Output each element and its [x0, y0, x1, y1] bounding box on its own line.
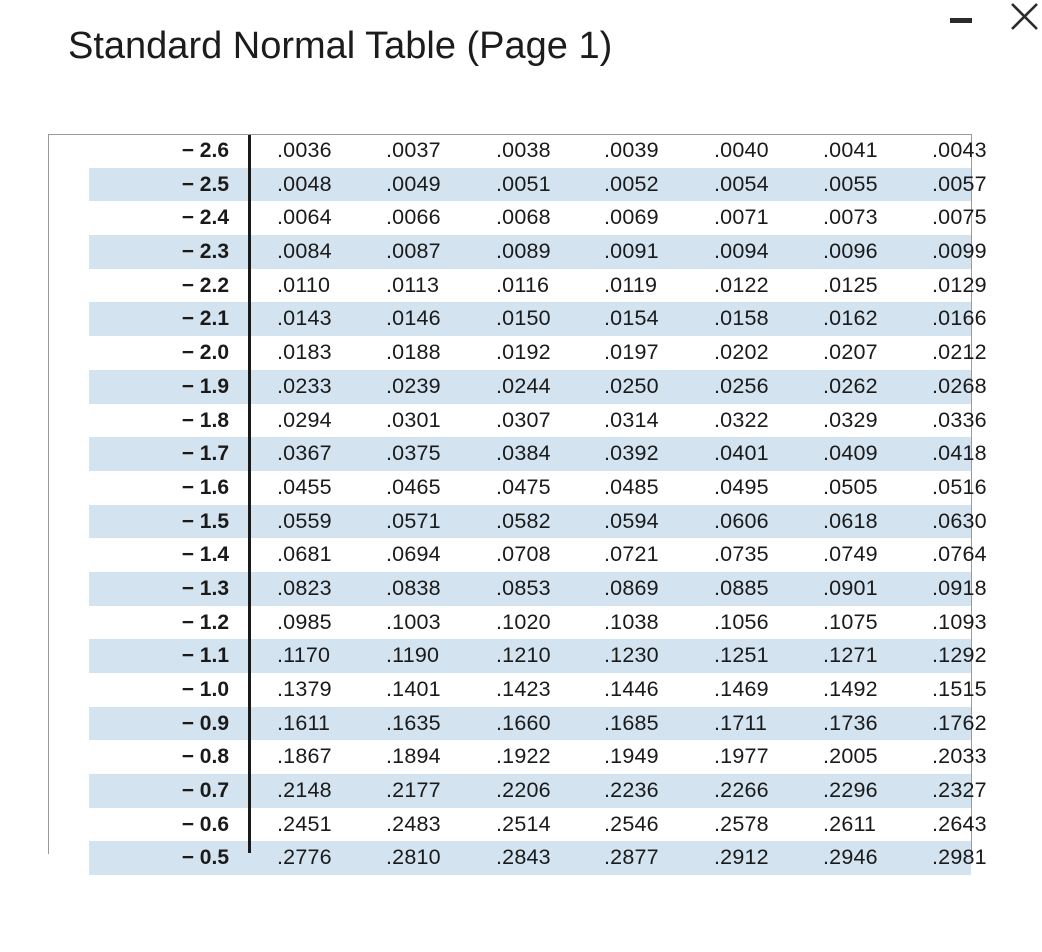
probability-cell: .2578 — [714, 811, 769, 836]
minimize-icon — [950, 18, 972, 23]
table-row — [49, 572, 987, 606]
probability-cell: .1977 — [714, 744, 769, 769]
probability-cell: .0244 — [496, 373, 551, 398]
probability-cell: .0869 — [604, 575, 659, 600]
probability-cell: .1170 — [277, 643, 331, 668]
z-score-cell: − 1.9 — [181, 374, 229, 398]
z-score-cell: − 1.6 — [181, 475, 229, 499]
probability-cell: .2033 — [932, 744, 987, 769]
probability-cell: .0089 — [496, 239, 551, 264]
probability-cell: .2266 — [714, 778, 769, 803]
z-score-cell: − 1.5 — [181, 509, 229, 533]
probability-cell: .0166 — [932, 306, 987, 331]
probability-cell: .0233 — [277, 373, 332, 398]
probability-cell: .2912 — [714, 845, 769, 870]
probability-cell: .0197 — [604, 340, 659, 365]
probability-cell: .0068 — [496, 205, 551, 230]
probability-cell: .0069 — [604, 205, 659, 230]
close-button[interactable] — [1008, 0, 1042, 34]
probability-cell: .0918 — [932, 575, 987, 600]
probability-cell: .1271 — [823, 643, 878, 668]
z-score-cell: − 1.7 — [181, 442, 229, 466]
z-score-cell: − 2.5 — [181, 172, 229, 196]
z-score-cell: − 2.1 — [181, 307, 229, 331]
probability-cell: .0202 — [714, 340, 769, 365]
probability-cell: .0630 — [932, 508, 987, 533]
probability-cell: .1867 — [277, 744, 332, 769]
table-row — [49, 841, 987, 875]
standard-normal-table[interactable] — [48, 134, 987, 870]
probability-cell: .0618 — [823, 508, 878, 533]
probability-cell: .0048 — [277, 171, 332, 196]
probability-cell: .2206 — [496, 778, 551, 803]
table-row — [49, 134, 987, 168]
table-row — [49, 404, 987, 438]
probability-cell: .0455 — [277, 474, 332, 499]
probability-cell: .0516 — [932, 474, 987, 499]
probability-cell: .0043 — [932, 138, 987, 162]
probability-cell: .0681 — [277, 542, 332, 567]
probability-cell: .0066 — [386, 205, 441, 230]
probability-cell: .0039 — [604, 138, 659, 162]
probability-cell: .0262 — [823, 373, 878, 398]
probability-cell: .2776 — [277, 845, 332, 870]
probability-cell: .0418 — [932, 441, 987, 466]
table-row — [49, 471, 987, 505]
probability-cell: .0239 — [386, 373, 441, 398]
probability-cell: .0052 — [604, 171, 659, 196]
table-row — [49, 707, 987, 741]
table-row — [49, 269, 987, 303]
probability-cell: .1492 — [823, 677, 878, 701]
table-row — [49, 606, 987, 640]
probability-cell: .0094 — [714, 239, 769, 264]
z-score-cell: − 0.5 — [181, 846, 229, 870]
probability-cell: .1020 — [496, 609, 551, 634]
probability-cell: .0985 — [277, 609, 332, 634]
probability-cell: .2148 — [277, 778, 332, 803]
probability-cell: .0122 — [714, 272, 769, 297]
probability-cell: .0038 — [496, 138, 551, 162]
z-score-cell: − 2.2 — [181, 273, 229, 297]
probability-cell: .0110 — [277, 272, 331, 297]
table-row — [49, 302, 987, 336]
probability-cell: .0329 — [823, 407, 878, 432]
row-margin — [49, 707, 89, 741]
probability-cell: .0096 — [823, 239, 878, 264]
row-margin — [49, 572, 89, 606]
probability-cell: .1711 — [714, 710, 768, 735]
probability-cell: .0073 — [823, 205, 878, 230]
z-score-cell: − 1.3 — [181, 576, 229, 600]
probability-cell: .0119 — [604, 272, 658, 297]
probability-cell: .0495 — [714, 474, 769, 499]
probability-cell: .0409 — [823, 441, 878, 466]
z-score-cell: − 0.6 — [181, 812, 229, 836]
probability-cell: .0188 — [386, 340, 441, 365]
probability-cell: .1292 — [932, 643, 987, 668]
probability-cell: .0475 — [496, 474, 551, 499]
probability-cell: .1038 — [604, 609, 659, 634]
probability-cell: .0322 — [714, 407, 769, 432]
probability-cell: .0037 — [386, 138, 441, 162]
probability-cell: .0084 — [277, 239, 332, 264]
row-margin — [49, 235, 89, 269]
probability-cell: .1190 — [386, 643, 440, 668]
z-score-cell: − 2.6 — [181, 139, 229, 162]
probability-cell: .0749 — [823, 542, 878, 567]
probability-cell: .0057 — [932, 171, 987, 196]
row-margin — [49, 505, 89, 539]
probability-cell: .0150 — [496, 306, 551, 331]
probability-cell: .0256 — [714, 373, 769, 398]
probability-cell: .0505 — [823, 474, 878, 499]
row-margin — [49, 774, 89, 808]
probability-cell: .0465 — [386, 474, 441, 499]
z-score-cell: − 0.9 — [181, 711, 229, 735]
probability-cell: .1922 — [496, 744, 551, 769]
probability-cell: .2451 — [277, 811, 332, 836]
probability-cell: .0075 — [932, 205, 987, 230]
probability-cell: .0054 — [714, 171, 769, 196]
probability-cell: .0129 — [932, 272, 987, 297]
probability-cell: .1093 — [932, 609, 987, 634]
probability-cell: .2946 — [823, 845, 878, 870]
probability-cell: .0694 — [386, 542, 441, 567]
row-margin — [49, 370, 89, 404]
table-row — [49, 673, 987, 707]
probability-cell: .0559 — [277, 508, 332, 533]
z-score-cell: − 1.2 — [181, 610, 229, 634]
probability-cell: .1660 — [496, 710, 551, 735]
probability-cell: .0721 — [604, 542, 659, 567]
probability-cell: .0051 — [496, 171, 551, 196]
probability-cell: .2810 — [386, 845, 441, 870]
probability-cell: .1075 — [823, 609, 878, 634]
probability-cell: .0885 — [714, 575, 769, 600]
table-row — [49, 740, 987, 774]
z-score-cell: − 0.8 — [181, 745, 229, 769]
probability-cell: .0268 — [932, 373, 987, 398]
probability-cell: .1003 — [386, 609, 441, 634]
probability-cell: .2514 — [496, 811, 551, 836]
z-score-cell: − 1.4 — [181, 543, 229, 567]
probability-cell: .0901 — [823, 575, 878, 600]
probability-cell: .0708 — [496, 542, 551, 567]
table-body — [49, 134, 987, 875]
probability-cell: .2877 — [604, 845, 659, 870]
z-score-cell: − 2.0 — [181, 341, 229, 365]
probability-cell: .0036 — [277, 138, 332, 162]
probability-cell: .0401 — [714, 441, 769, 466]
probability-cell: .1446 — [604, 677, 659, 701]
probability-cell: .0099 — [932, 239, 987, 264]
probability-cell: .0071 — [714, 205, 769, 230]
table-row — [49, 437, 987, 471]
probability-cell: .0735 — [714, 542, 769, 567]
probability-cell: .0125 — [823, 272, 878, 297]
table-row — [49, 774, 987, 808]
z-score-cell: − 2.4 — [181, 206, 229, 230]
z-score-cell: − 1.8 — [181, 408, 229, 432]
probability-cell: .0294 — [277, 407, 332, 432]
probability-cell: .0823 — [277, 575, 332, 600]
probability-cell: .0143 — [277, 306, 332, 331]
probability-cell: .0055 — [823, 171, 878, 196]
probability-cell: .1894 — [386, 744, 441, 769]
probability-cell: .0301 — [386, 407, 441, 432]
probability-cell: .1056 — [714, 609, 769, 634]
probability-cell: .0212 — [932, 340, 987, 365]
probability-cell: .1230 — [604, 643, 659, 668]
probability-cell: .1379 — [277, 677, 332, 701]
probability-cell: .1949 — [604, 744, 659, 769]
probability-cell: .2327 — [932, 778, 987, 803]
table-row — [49, 808, 987, 842]
dialog-title: Standard Normal Table (Page 1) — [68, 25, 613, 67]
probability-cell: .0314 — [604, 407, 659, 432]
probability-cell: .0764 — [932, 542, 987, 567]
probability-cell: .0606 — [714, 508, 769, 533]
probability-cell: .0040 — [714, 138, 769, 162]
table-row — [49, 639, 987, 673]
probability-cell: .2546 — [604, 811, 659, 836]
row-margin — [49, 437, 89, 471]
probability-cell: .2981 — [932, 845, 987, 870]
probability-cell: .0091 — [604, 239, 659, 264]
probability-cell: .0250 — [604, 373, 659, 398]
row-margin — [49, 841, 89, 875]
probability-cell: .1611 — [277, 710, 331, 735]
z-score-cell: − 2.3 — [181, 240, 229, 264]
probability-cell: .0838 — [386, 575, 441, 600]
probability-cell: .0207 — [823, 340, 878, 365]
probability-cell: .0571 — [386, 508, 441, 533]
probability-cell: .0336 — [932, 407, 987, 432]
row-margin — [49, 168, 89, 202]
probability-cell: .0154 — [604, 306, 659, 331]
probability-cell: .2005 — [823, 744, 878, 769]
probability-cell: .0146 — [386, 306, 441, 331]
probability-cell: .0049 — [386, 171, 441, 196]
minimize-button[interactable] — [946, 5, 976, 35]
table-row — [49, 505, 987, 539]
probability-cell: .0064 — [277, 205, 332, 230]
probability-cell: .0041 — [823, 138, 878, 162]
row-margin — [49, 639, 89, 673]
probability-cell: .2843 — [496, 845, 551, 870]
probability-cell: .0384 — [496, 441, 551, 466]
probability-cell: .0113 — [386, 272, 440, 297]
probability-cell: .2643 — [932, 811, 987, 836]
z-score-cell: − 1.0 — [181, 678, 229, 701]
table-row — [49, 336, 987, 370]
probability-cell: .1762 — [932, 710, 987, 735]
probability-cell: .2483 — [386, 811, 441, 836]
probability-cell: .0192 — [496, 340, 551, 365]
probability-cell: .0582 — [496, 508, 551, 533]
probability-cell: .0367 — [277, 441, 332, 466]
table-row — [49, 235, 987, 269]
probability-cell: .1210 — [496, 643, 551, 668]
probability-cell: .1423 — [496, 677, 551, 701]
probability-cell: .0853 — [496, 575, 551, 600]
probability-cell: .1635 — [386, 710, 441, 735]
probability-cell: .0307 — [496, 407, 551, 432]
probability-cell: .0116 — [496, 272, 550, 297]
probability-cell: .2296 — [823, 778, 878, 803]
probability-cell: .2611 — [823, 811, 877, 836]
z-score-cell: − 0.7 — [181, 779, 229, 803]
table-row — [49, 538, 987, 572]
probability-cell: .1736 — [823, 710, 878, 735]
table-row — [49, 370, 987, 404]
probability-cell: .0375 — [386, 441, 441, 466]
probability-cell: .0087 — [386, 239, 441, 264]
probability-cell: .0162 — [823, 306, 878, 331]
close-icon — [1008, 0, 1042, 34]
column-divider — [248, 135, 251, 853]
row-margin — [49, 302, 89, 336]
probability-cell: .0485 — [604, 474, 659, 499]
probability-cell: .0594 — [604, 508, 659, 533]
probability-cell: .0392 — [604, 441, 659, 466]
probability-cell: .2236 — [604, 778, 659, 803]
probability-cell: .2177 — [386, 778, 441, 803]
probability-cell: .1685 — [604, 710, 659, 735]
table-row — [49, 168, 987, 202]
probability-cell: .1469 — [714, 677, 769, 701]
table-row — [49, 201, 987, 235]
probability-cell: .1251 — [714, 643, 769, 668]
z-score-cell: − 1.1 — [181, 644, 229, 668]
probability-cell: .1401 — [386, 677, 441, 701]
probability-cell: .0158 — [714, 306, 769, 331]
probability-cell: .0183 — [277, 340, 332, 365]
probability-cell: .1515 — [932, 677, 987, 701]
